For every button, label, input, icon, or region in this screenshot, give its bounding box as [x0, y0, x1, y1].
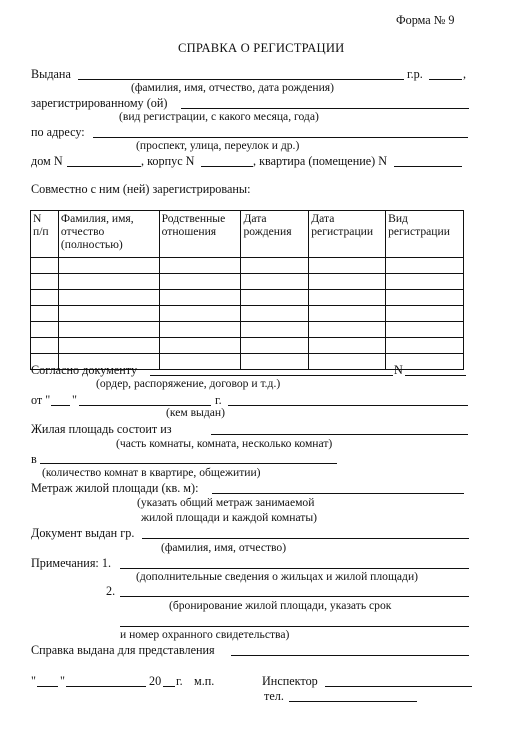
footer-month-field[interactable]	[66, 686, 146, 687]
col-header-number: N п/п	[31, 211, 59, 258]
living-space-label: Жилая площадь состоит из	[31, 422, 172, 436]
table-cell[interactable]	[58, 274, 159, 290]
notes-field-2[interactable]	[120, 596, 469, 597]
table-cell[interactable]	[386, 322, 464, 338]
table-cell[interactable]	[386, 258, 464, 274]
footer-day-field[interactable]	[37, 686, 58, 687]
date-prefix: от "	[31, 393, 51, 407]
house-field[interactable]	[67, 166, 141, 167]
col-header-registration-type: Вид регистрации	[386, 211, 464, 258]
issued-comma: ,	[463, 67, 467, 81]
table-cell[interactable]	[159, 354, 241, 370]
area-hint-1: (указать общий метраж занимаемой	[137, 496, 315, 509]
table-cell[interactable]	[241, 338, 309, 354]
issued-hint: (фамилия, имя, отчество, дата рождения)	[131, 81, 334, 94]
table-cell[interactable]	[159, 258, 241, 274]
table-cell[interactable]	[58, 338, 159, 354]
table-row	[31, 322, 464, 338]
apartment-label: , квартира (помещение) N	[253, 154, 388, 168]
doc-issued-field[interactable]	[142, 538, 469, 539]
area-field[interactable]	[212, 493, 464, 494]
document-field[interactable]	[150, 375, 393, 376]
table-cell[interactable]	[309, 274, 386, 290]
table-cell[interactable]	[159, 274, 241, 290]
table-cell[interactable]	[159, 322, 241, 338]
table-header-row	[31, 211, 464, 258]
document-label: Согласно документу	[31, 363, 138, 377]
address-label: по адресу:	[31, 125, 85, 139]
table-row	[31, 274, 464, 290]
stamp-place: м.п.	[194, 674, 215, 688]
phone-label: тел.	[264, 689, 284, 703]
notes-field-1[interactable]	[120, 568, 469, 569]
table-cell[interactable]	[241, 274, 309, 290]
table-cell[interactable]	[386, 290, 464, 306]
block-field[interactable]	[201, 166, 253, 167]
notes-hint-1: (дополнительные сведения о жильцах и жилой площади)	[136, 570, 419, 583]
footer-year-prefix: 20	[149, 674, 162, 688]
footer-quote-close: "	[60, 674, 65, 688]
living-space-hint: (часть комнаты, комната, несколько комнат)	[116, 437, 333, 450]
table-row	[31, 338, 464, 354]
notes-number-2: 2.	[106, 584, 116, 598]
issued-field[interactable]	[78, 79, 404, 80]
living-space-field[interactable]	[211, 434, 468, 435]
registered-label: зарегистрированному (ой)	[31, 96, 168, 110]
notes-hint-2: (бронирование жилой площади, указать срок	[169, 599, 392, 612]
issued-label: Выдана	[31, 67, 71, 81]
table-cell[interactable]	[31, 322, 59, 338]
phone-field[interactable]	[289, 701, 417, 702]
footer-year-field[interactable]	[163, 686, 175, 687]
registered-field[interactable]	[181, 108, 469, 109]
inspector-label: Инспектор	[262, 674, 318, 688]
document-number-field[interactable]	[405, 375, 466, 376]
document-n-label: N	[394, 363, 403, 377]
doc-issued-hint: (фамилия, имя, отчество)	[161, 541, 287, 554]
date-year-suffix: г.	[215, 393, 222, 407]
table-cell[interactable]	[386, 274, 464, 290]
table-cell[interactable]	[309, 322, 386, 338]
table-cell[interactable]	[31, 258, 59, 274]
rooms-count-field[interactable]	[40, 463, 337, 464]
table-cell[interactable]	[31, 306, 59, 322]
table-cell[interactable]	[309, 290, 386, 306]
registered-hint: (вид регистрации, с какого месяца, года)	[119, 110, 319, 123]
col-header-birth-date: Дата рождения	[241, 211, 309, 258]
col-header-registration-date: Дата регистрации	[309, 211, 386, 258]
form-number: Форма № 9	[396, 13, 455, 27]
footer-quote-open: "	[31, 674, 36, 688]
table-cell[interactable]	[241, 322, 309, 338]
rooms-hint: (количество комнат в квартире, общежитии)	[42, 466, 261, 479]
table-cell[interactable]	[309, 354, 386, 370]
presented-label: Справка выдана для представления	[31, 643, 215, 657]
inspector-field[interactable]	[325, 686, 472, 687]
area-label: Метраж жилой площади (кв. м):	[31, 481, 199, 495]
document-hint: (ордер, распоряжение, договор и т.д.)	[96, 377, 281, 390]
notes-field-3[interactable]	[120, 626, 469, 627]
table-cell[interactable]	[31, 274, 59, 290]
table-cell[interactable]	[159, 338, 241, 354]
table-cell[interactable]	[241, 354, 309, 370]
table-cell[interactable]	[159, 306, 241, 322]
page-title: СПРАВКА О РЕГИСТРАЦИИ	[178, 41, 345, 55]
table-cell[interactable]	[58, 322, 159, 338]
table-cell[interactable]	[58, 258, 159, 274]
apartment-field[interactable]	[394, 166, 462, 167]
table-cell[interactable]	[241, 258, 309, 274]
registrants-table	[30, 210, 464, 370]
birth-year-field[interactable]	[429, 79, 462, 80]
issuer-hint: (кем выдан)	[166, 406, 225, 419]
rooms-in-label: в	[31, 452, 37, 466]
table-cell[interactable]	[309, 258, 386, 274]
birth-year-label: г.р.	[407, 67, 423, 81]
table-row	[31, 258, 464, 274]
address-hint: (проспект, улица, переулок и др.)	[136, 139, 300, 152]
table-cell[interactable]	[31, 290, 59, 306]
col-header-name: Фамилия, имя, отчество (полностью)	[58, 211, 159, 258]
presented-field[interactable]	[231, 655, 469, 656]
issuer-field[interactable]	[228, 405, 468, 406]
table-cell[interactable]	[58, 290, 159, 306]
table-cell[interactable]	[309, 338, 386, 354]
table-cell[interactable]	[31, 338, 59, 354]
table-row	[31, 290, 464, 306]
co-registered-label: Совместно с ним (ней) зарегистрированы:	[31, 182, 251, 196]
col-header-relation: Родственные отношения	[159, 211, 241, 258]
table-cell[interactable]	[386, 338, 464, 354]
table-cell[interactable]	[241, 306, 309, 322]
address-field[interactable]	[93, 137, 468, 138]
area-hint-2: жилой площади и каждой комнаты)	[141, 511, 318, 524]
table-cell[interactable]	[309, 306, 386, 322]
table-cell[interactable]	[241, 290, 309, 306]
table-cell[interactable]	[386, 306, 464, 322]
table-cell[interactable]	[58, 306, 159, 322]
notes-label: Примечания: 1.	[31, 556, 111, 570]
date-quote: "	[72, 393, 77, 407]
notes-hint-3: и номер охранного свидетельства)	[120, 628, 290, 641]
doc-issued-label: Документ выдан гр.	[31, 526, 135, 540]
table-row	[31, 306, 464, 322]
table-cell[interactable]	[159, 290, 241, 306]
footer-year-suffix: г.	[176, 674, 183, 688]
house-label: дом N	[31, 154, 63, 168]
date-day-field[interactable]	[51, 405, 70, 406]
block-label: , корпус N	[141, 154, 195, 168]
